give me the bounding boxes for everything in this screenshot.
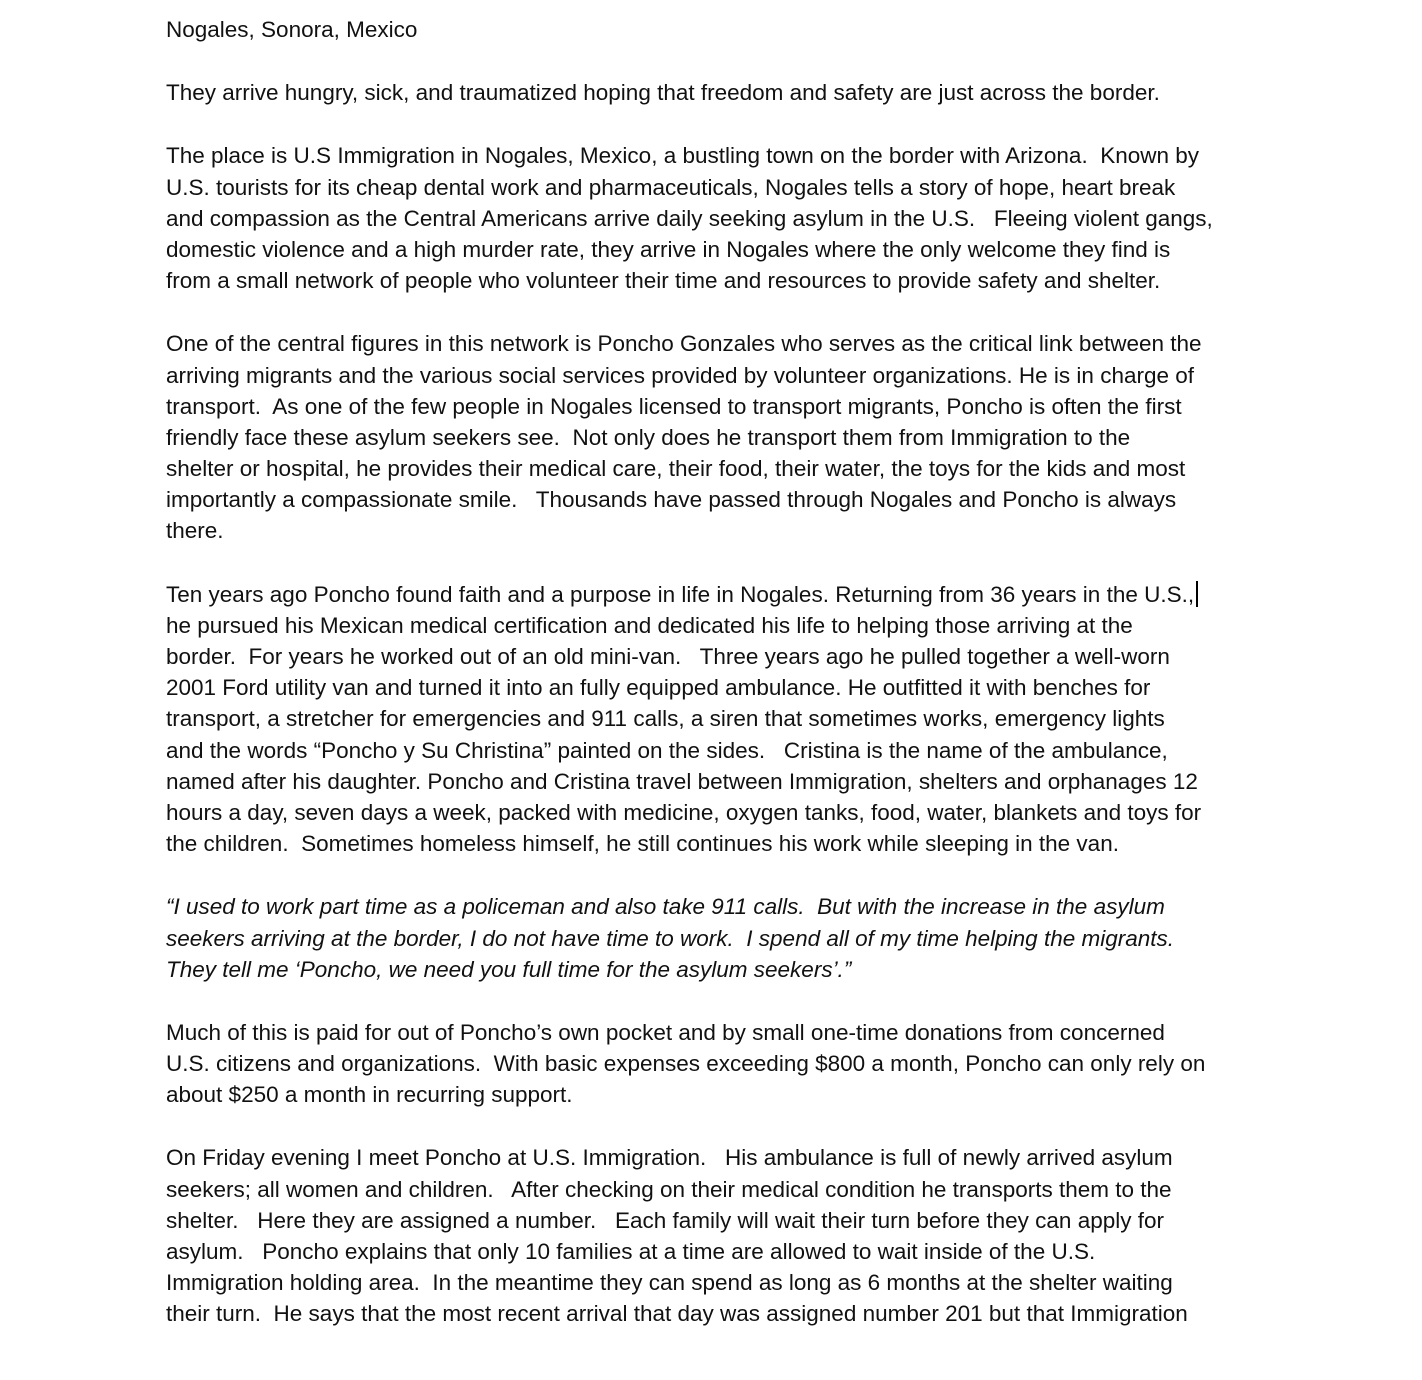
paragraph-quote bbox=[166, 891, 1266, 985]
text-line: border. For years he worked out of an old mini-van. Three years ago he pulled together a well-worn bbox=[166, 644, 1170, 669]
text-line-with-cursor[interactable] bbox=[166, 579, 1266, 610]
text-line: Immigration holding area. In the meantime they can spend as long as 6 months at the shelter waiting bbox=[166, 1270, 1173, 1296]
paragraph-funding bbox=[166, 1017, 1266, 1111]
text-line: asylum. Poncho explains that only 10 families at a time are allowed to wait inside of the U.S. bbox=[166, 1239, 1096, 1264]
text-line: 2001 Ford utility van and turned it into an fully equipped ambulance. He outfitted it with benches for bbox=[166, 675, 1151, 701]
text-line: arriving migrants and the various social services provided by volunteer organizations. He is in charge of bbox=[166, 362, 1195, 388]
text-line: about $250 a month in recurring support. bbox=[166, 1082, 573, 1108]
text-line: importantly a compassionate smile. Thousands have passed through Nogales and Poncho is always bbox=[166, 487, 1177, 513]
text-line: The place is U.S Immigration in Nogales, Mexico, a bustling town on the border with Arizona. Known by bbox=[166, 143, 1200, 169]
text-line: and compassion as the Central Americans arrive daily seeking asylum in the U.S. Fleeing violent gangs, bbox=[166, 205, 1213, 231]
text-line: their turn. He says that the most recent arrival that day was assigned number 201 but that Immigration bbox=[166, 1301, 1188, 1327]
quote-line: They tell me ‘Poncho, we need you full time for the asylum seekers’.” bbox=[166, 956, 852, 982]
paragraph-friday bbox=[166, 1142, 1266, 1329]
text-line: from a small network of people who volunteer their time and resources to provide safety and shelter. bbox=[166, 268, 1161, 294]
quote-line: seekers arriving at the border, I do not have time to work. I spend all of my time helping the migrants. bbox=[166, 925, 1174, 951]
text-line: he pursued his Mexican medical certification and dedicated his life to helping those arriving at the bbox=[166, 612, 1133, 638]
quote-line: “I used to work part time as a policeman and also take 911 calls. But with the increase in the asylum bbox=[166, 894, 1165, 920]
paragraph-ambulance bbox=[166, 579, 1266, 860]
text-line: seekers; all women and children. After checking on their medical condition he transports them to the bbox=[166, 1176, 1172, 1202]
text-line: and the words “Poncho y Su Christina” painted on the sides. Cristina is the name of the ambulance, bbox=[166, 737, 1168, 763]
text-line: there. bbox=[166, 518, 224, 544]
dateline-text: Nogales, Sonora, Mexico bbox=[166, 17, 418, 42]
document-body bbox=[166, 14, 1266, 1362]
text-line: U.S. citizens and organizations. With basic expenses exceeding $800 a month, Poncho can only rely on bbox=[166, 1051, 1206, 1077]
text-line: friendly face these asylum seekers see. Not only does he transport them from Immigration to the bbox=[166, 424, 1131, 450]
text-line: the children. Sometimes homeless himself, he still continues his work while sleeping in the van. bbox=[166, 831, 1119, 857]
text-cursor bbox=[1196, 581, 1198, 607]
text-line: They arrive hungry, sick, and traumatized hoping that freedom and safety are just across the border. bbox=[166, 80, 1160, 106]
text-line: transport, a stretcher for emergencies and 911 calls, a siren that sometimes works, emergency lights bbox=[166, 706, 1165, 732]
text-line: One of the central figures in this network is Poncho Gonzales who serves as the critical link between the bbox=[166, 331, 1202, 357]
paragraph-setting bbox=[166, 140, 1266, 296]
text-line: On Friday evening I meet Poncho at U.S. Immigration. His ambulance is full of newly arrived asylum bbox=[166, 1145, 1173, 1171]
text-line: shelter or hospital, he provides their medical care, their food, their water, the toys for the kids and most bbox=[166, 456, 1186, 482]
text-line: transport. As one of the few people in Nogales licensed to transport migrants, Poncho is often the first bbox=[166, 393, 1182, 419]
dateline bbox=[166, 14, 1266, 45]
text-line: Much of this is paid for out of Poncho’s own pocket and by small one-time donations from concerned bbox=[166, 1019, 1165, 1045]
text-line: named after his daughter. Poncho and Cristina travel between Immigration, shelters and orphanages 12 bbox=[166, 768, 1198, 794]
text-line: domestic violence and a high murder rate, they arrive in Nogales where the only welcome they find is bbox=[166, 236, 1171, 262]
paragraph-intro bbox=[166, 77, 1266, 108]
text-line: hours a day, seven days a week, packed with medicine, oxygen tanks, food, water, blankets and toys for bbox=[166, 799, 1202, 825]
text-line: shelter. Here they are assigned a number. Each family will wait their turn before they can apply for bbox=[166, 1207, 1164, 1233]
text-line: Ten years ago Poncho found faith and a purpose in life in Nogales. Returning from 36 years in the U.S., bbox=[166, 581, 1195, 607]
paragraph-poncho-role bbox=[166, 328, 1266, 546]
text-line: U.S. tourists for its cheap dental work and pharmaceuticals, Nogales tells a story of hope, heart break bbox=[166, 174, 1176, 200]
